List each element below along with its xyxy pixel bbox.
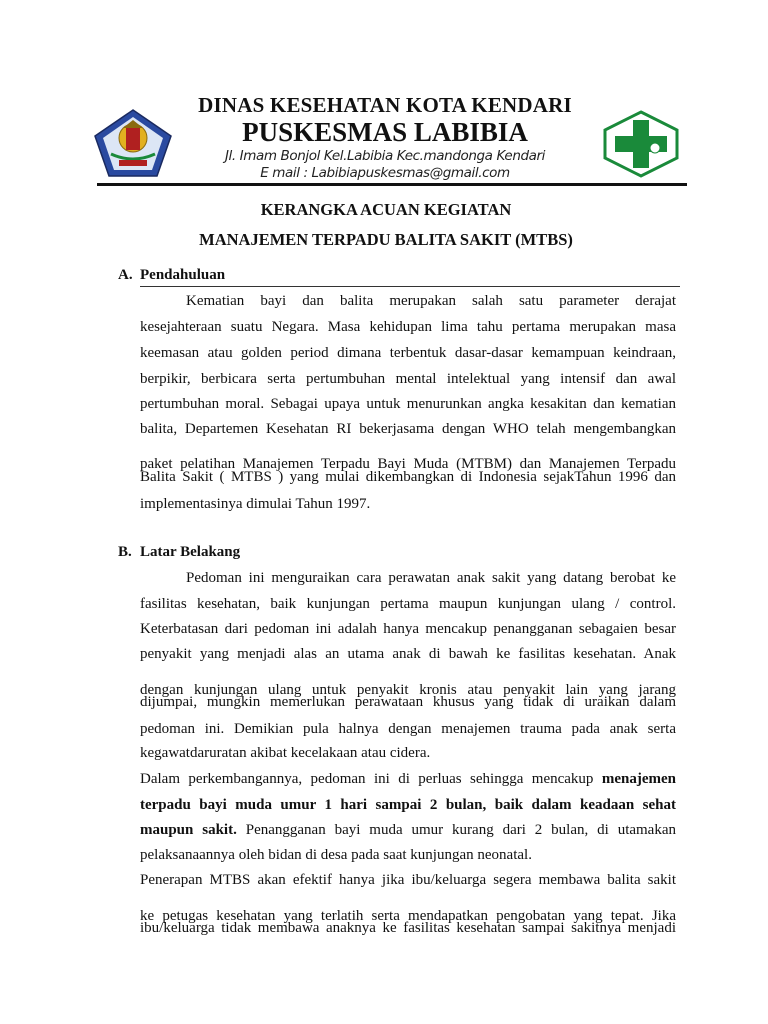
paragraph-line: penyakit yang menjadi alas an utama anak di bawah ke fasilitas kesehatan. Anak (140, 646, 676, 662)
document-subtitle: MANAJEMEN TERPADU BALITA SAKIT (MTBS) (199, 230, 573, 249)
section-letter: A. (118, 267, 133, 283)
address-line: Jl. Imam Bonjol Kel.Labibia Kec.mandonga Kendari (224, 148, 546, 164)
paragraph-line: dengan kunjungan ulang untuk penyakit kronis atau penyakit lain yang jarang (140, 682, 676, 698)
paragraph-line: fasilitas kesehatan, baik kunjungan pertama maupun kunjungan ulang / control. (140, 596, 676, 612)
paragraph-line: kesejahteraan suatu Negara. Masa kehidupan lima tahu pertama merupakan masa (140, 319, 676, 335)
paragraph-line: keemasan atau golden period dimana terbentuk dasar-dasar kemampuan keindraan, (140, 345, 676, 361)
paragraph-text: Penangganan bayi muda umur kurang dari 2 bulan, di utamakan (245, 822, 676, 838)
paragraph-text: Dalam perkembangannya, pedoman ini di perluas sehingga mencakup (140, 771, 594, 787)
paragraph-line: Keterbatasan dari pedoman ini adalah hanya mencakup penangganan sebagaien besar (140, 621, 676, 637)
paragraph-line: pelaksanaannya oleh bidan di desa pada saat kunjungan neonatal. (140, 847, 532, 863)
paragraph-line: pertumbuhan moral. Sebagai upaya untuk menurunkan angka kesakitan dan kematian (140, 396, 676, 412)
section-title: Latar Belakang (140, 544, 241, 560)
paragraph-line (140, 822, 676, 839)
paragraph-line: paket pelatihan Manajemen Terpadu Bayi Muda (MTBM) dan Manajemen Terpadu (140, 456, 676, 472)
paragraph-line: implementasinya dimulai Tahun 1997. (140, 496, 371, 512)
paragraph-line: dijumpai, mungkin memerlukan perawataan khusus yang tidak di uraikan dalam (140, 694, 676, 710)
puskesmas-green-cross-icon (603, 110, 679, 178)
paragraph-line: balita, Departemen Kesehatan RI bekerjasama dengan WHO telah mengembangkan (140, 421, 676, 437)
paragraph-line (140, 771, 676, 788)
paragraph-line: ibu/keluarga tidak membawa anaknya ke fasilitas kesehatan sampai sakitnya menjadi (140, 920, 676, 936)
kendari-city-emblem-icon (93, 108, 173, 178)
section-b-heading (118, 544, 240, 561)
section-a-heading (118, 267, 225, 284)
paragraph-line: Balita Sakit ( MTBS ) yang mulai dikembangkan di Indonesia sejakTahun 1996 dan (140, 469, 676, 485)
paragraph-line: berpikir, berbicara serta pertumbuhan mental intelektual yang intensif dan awal (140, 371, 676, 387)
email-line: E mail : Labibiapuskesmas@gmail.com (260, 165, 510, 181)
paragraph-line: Kematian bayi dan balita merupakan salah satu parameter derajat (186, 293, 676, 309)
bold-text: maupun sakit. (140, 822, 237, 838)
paragraph-line: kegawatdaruratan akibat kecelakaan atau cidera. (140, 745, 431, 761)
paragraph-line: Penerapan MTBS akan efektif hanya jika ibu/keluarga segera membawa balita sakit (140, 872, 676, 888)
paragraph-line: ke petugas kesehatan yang terlatih serta mendapatkan pengobatan yang tepat. Jika (140, 908, 676, 924)
section-title: Pendahuluan (140, 267, 226, 283)
paragraph-line: pedoman ini. Demikian pula halnya dengan menajemen trauma pada anak serta (140, 721, 676, 737)
office-heading: DINAS KESEHATAN KOTA KENDARI (198, 93, 572, 117)
paragraph-line: Pedoman ini menguraikan cara perawatan anak sakit yang datang berobat ke (186, 570, 676, 586)
document-title: KERANGKA ACUAN KEGIATAN (260, 200, 512, 219)
letterhead-divider (97, 183, 687, 186)
section-rule (140, 286, 680, 287)
puskesmas-name: PUSKESMAS LABIBIA (242, 117, 528, 147)
section-letter: B. (118, 544, 132, 560)
paragraph-line-bold: terpadu bayi muda umur 1 hari sampai 2 bulan, baik dalam keadaan sehat (140, 797, 676, 813)
bold-text: menajemen (601, 771, 677, 787)
